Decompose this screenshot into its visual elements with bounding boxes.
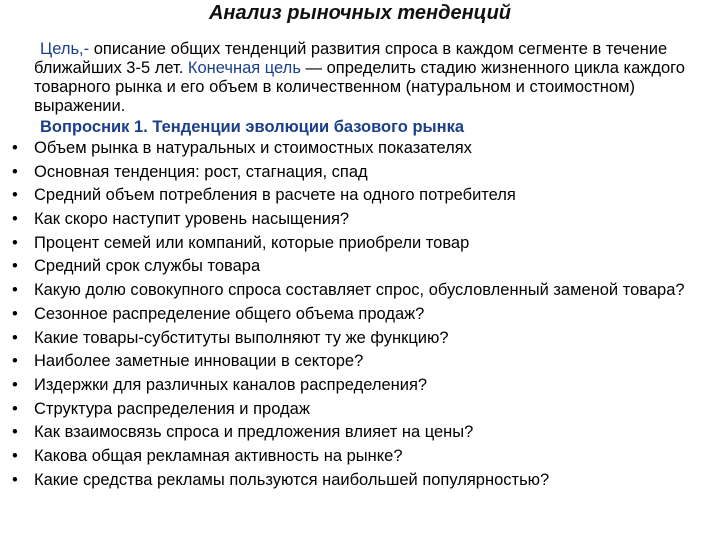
intro-paragraph <box>12 40 716 116</box>
bullet-icon: • <box>12 186 18 205</box>
list-item <box>12 281 716 300</box>
bullet-icon: • <box>12 304 18 323</box>
list-item-text: Объем рынка в натуральных и стоимостных показателях <box>34 139 472 157</box>
list-item-text: Как скоро наступит уровень насыщения? <box>34 210 350 229</box>
list-item <box>12 352 716 371</box>
list-item <box>12 329 716 348</box>
list-item-text: Структура распределения и продаж <box>34 399 310 418</box>
list-item-text: Процент семей или компаний, которые приобрели товар <box>34 233 470 252</box>
list-item <box>12 376 716 395</box>
bullet-icon: • <box>12 352 18 371</box>
list-item <box>12 234 716 253</box>
list-item-text: Какую долю совокупного спроса составляет спрос, обусловленный заменой товара? <box>34 281 685 300</box>
list-item-text: Какова общая рекламная активность на рынке? <box>34 446 403 465</box>
question-list <box>12 139 716 490</box>
bullet-icon: • <box>12 328 18 347</box>
bullet-icon: • <box>12 423 18 442</box>
list-item <box>12 210 716 229</box>
list-item <box>12 186 716 205</box>
list-item <box>12 423 716 442</box>
list-item-text: Как взаимосвязь спроса и предложения влияет на цены? <box>34 423 474 442</box>
list-item-text: Средний объем потребления в расчете на одного потребителя <box>34 186 516 205</box>
list-item-text: Средний срок службы товара <box>34 257 261 276</box>
bullet-icon: • <box>12 399 18 418</box>
list-item-text: Сезонное распределение общего объема продаж? <box>34 304 425 323</box>
bullet-icon: • <box>12 210 18 229</box>
goal-label: Цель,- <box>40 40 90 58</box>
bullet-icon: • <box>12 162 18 181</box>
slide-content <box>12 40 716 494</box>
intro-text-part1: описание общих тенденций развития спроса в каждом сегменте в течение ближайших 3-5 лет. <box>34 40 668 77</box>
list-item-text: Основная тенденция: рост, стагнация, спад <box>34 162 368 181</box>
list-item <box>12 163 716 182</box>
final-goal-label: Конечная цель <box>187 59 301 77</box>
list-item <box>12 471 716 490</box>
list-item-text: Какие товары-субституты выполняют ту же функцию? <box>34 328 449 347</box>
list-item <box>12 257 716 276</box>
intro-text-part2: — определить стадию жизненного цикла каждого товарного рынка и его объем в количественном (натуральном и стоимостном) выражении. <box>34 59 685 115</box>
bullet-icon: • <box>12 446 18 465</box>
list-item <box>12 400 716 419</box>
list-item-text: Издержки для различных каналов распределения? <box>34 375 428 394</box>
bullet-icon: • <box>12 257 18 276</box>
bullet-icon: • <box>12 470 18 489</box>
questionnaire-heading: Вопросник 1. Тенденции эволюции базового рынка <box>40 118 465 136</box>
list-item <box>12 447 716 466</box>
bullet-icon: • <box>12 139 18 157</box>
slide-title: Анализ рыночных тенденций <box>208 2 512 24</box>
bullet-icon: • <box>12 281 18 300</box>
list-item-text: Наиболее заметные инновации в секторе? <box>34 352 364 371</box>
list-item <box>12 139 716 158</box>
bullet-icon: • <box>12 233 18 252</box>
list-item <box>12 305 716 324</box>
list-item-text: Какие средства рекламы пользуются наибольшей популярностью? <box>34 470 550 489</box>
bullet-icon: • <box>12 375 18 394</box>
